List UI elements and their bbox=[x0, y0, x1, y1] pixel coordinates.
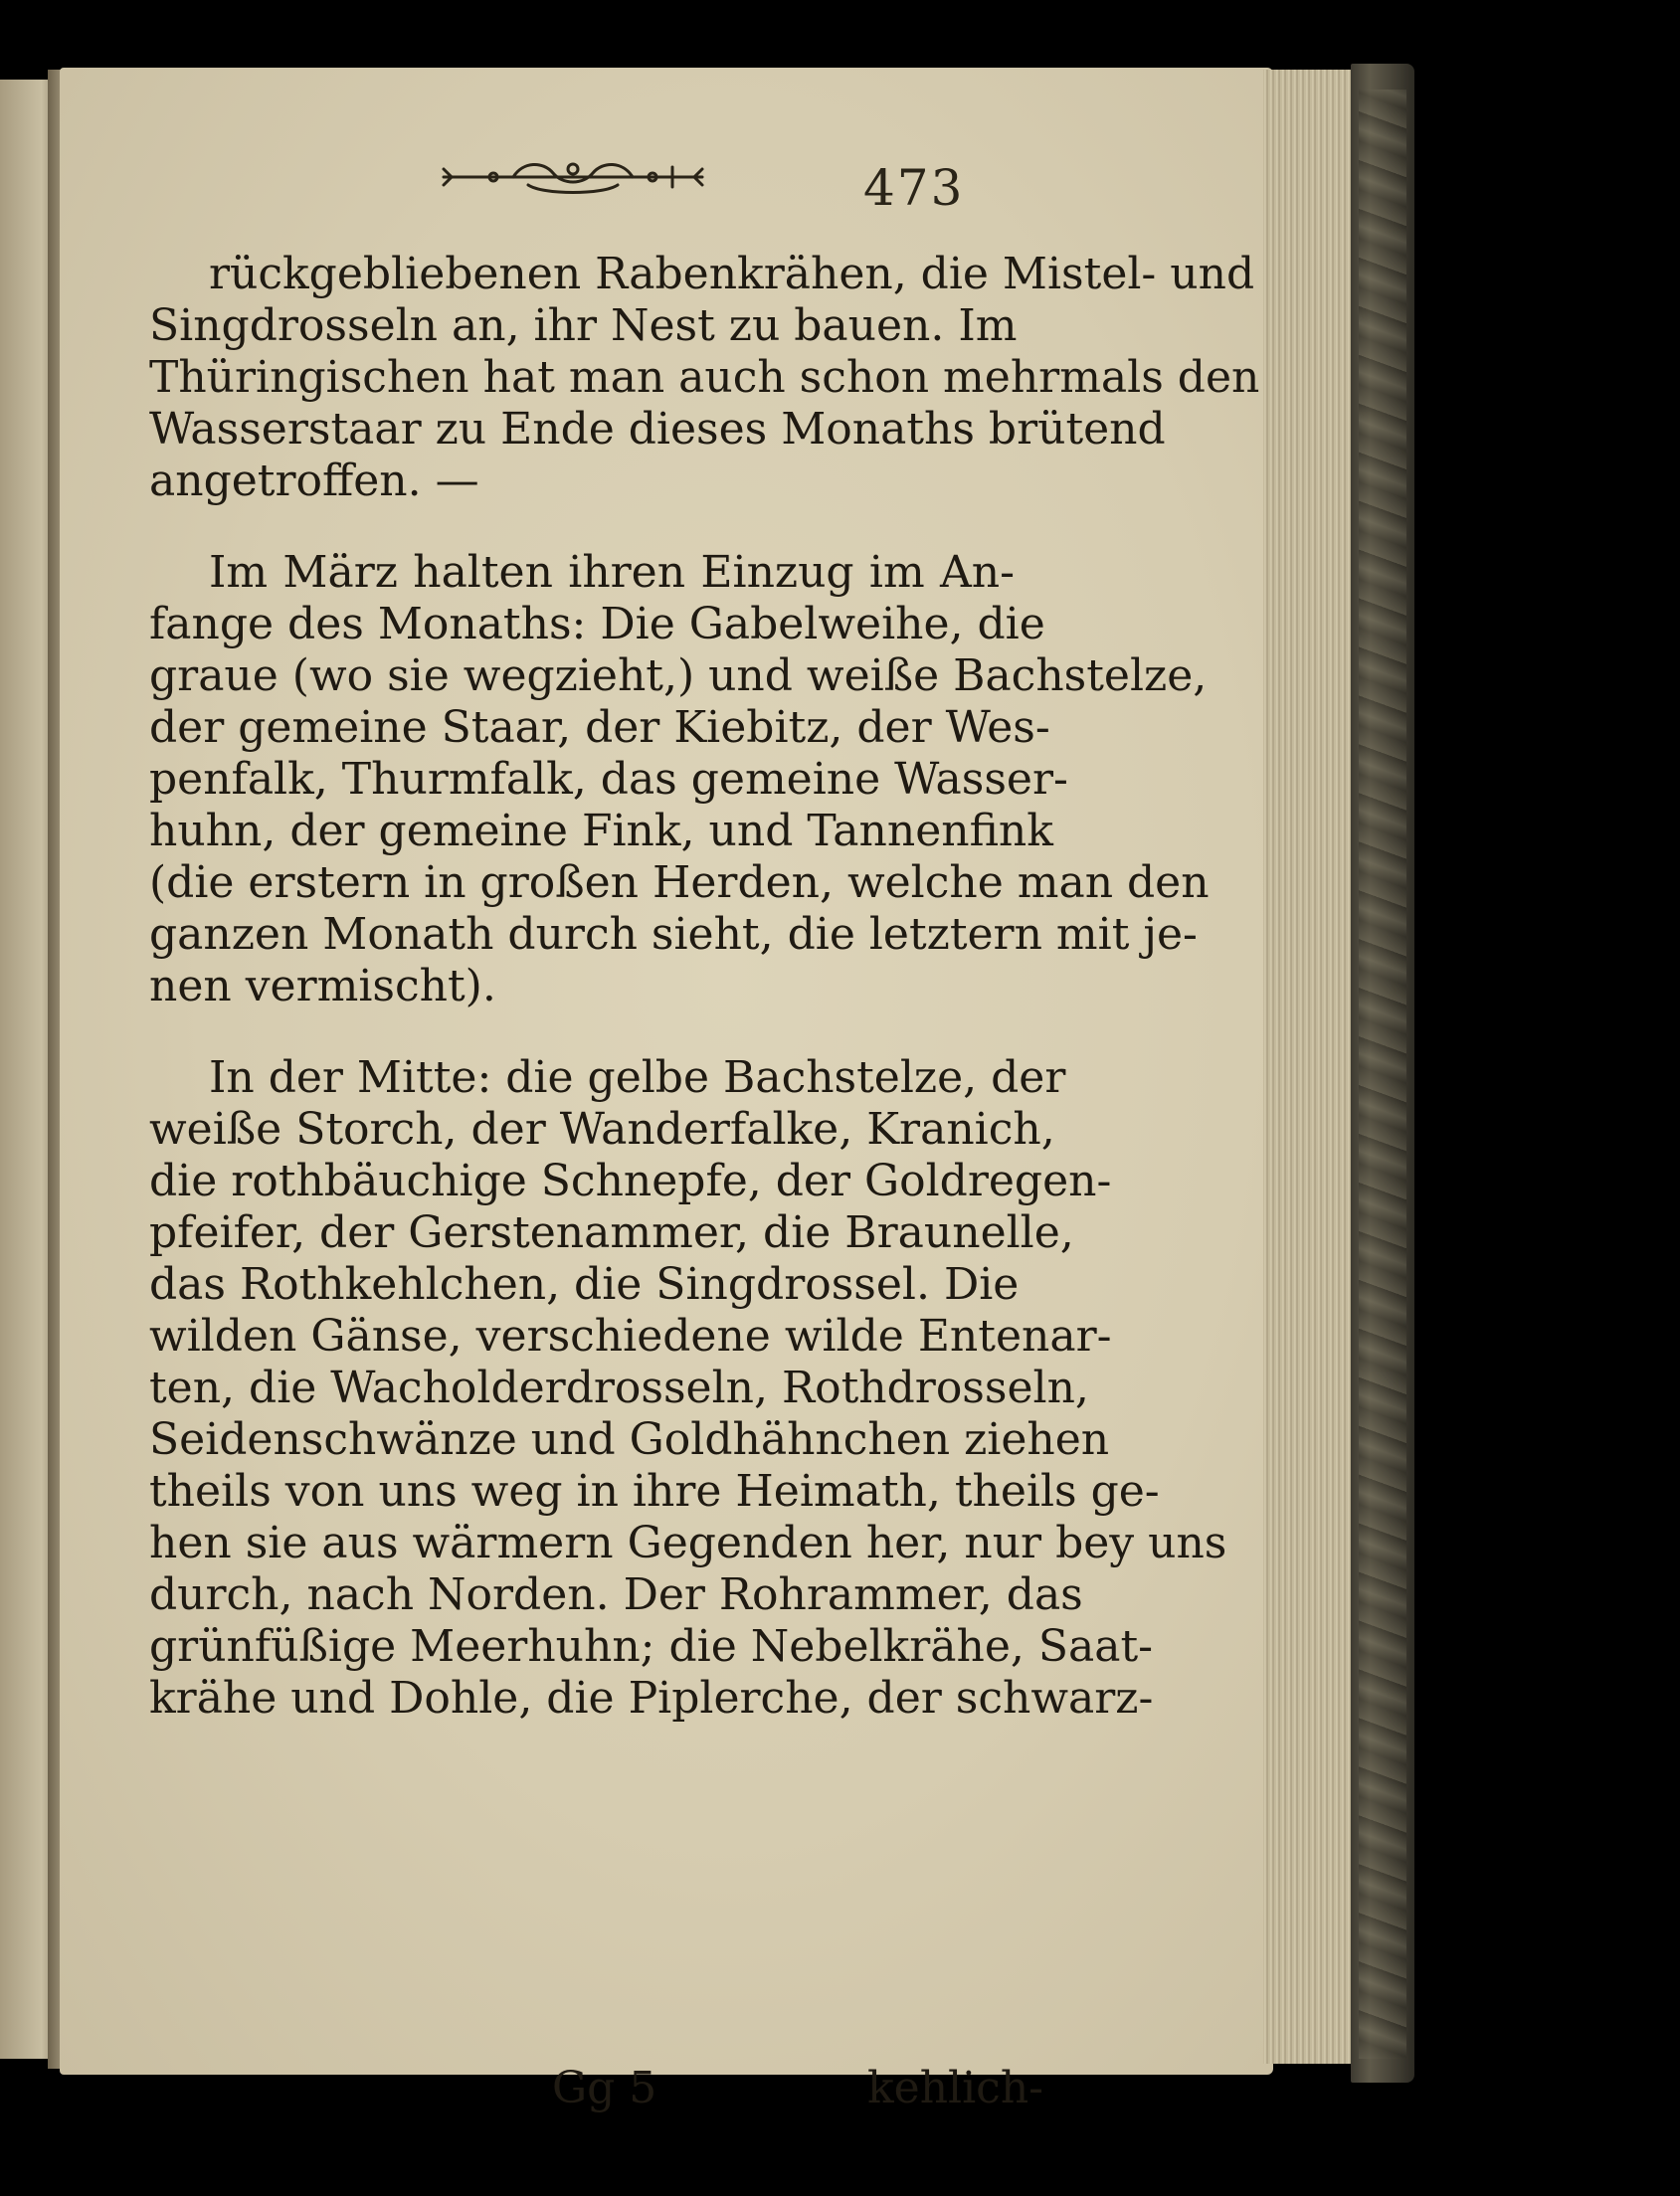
text-line: wilden Gänse, verschiedene wilde Entenar- bbox=[149, 1311, 1112, 1362]
text-line: Wasserstaar zu Ende dieses Monaths brütend bbox=[149, 404, 1166, 455]
text-line: ten, die Wacholderdrosseln, Rothdrosseln, bbox=[149, 1363, 1089, 1413]
text-line: krähe und Dohle, die Piplerche, der schwarz- bbox=[149, 1673, 1154, 1724]
text-line: graue (wo sie wegzieht,) und weiße Bachstelze, bbox=[149, 650, 1208, 701]
header-ornament bbox=[434, 155, 712, 199]
text-line: (die erstern in großen Herden, welche man den bbox=[149, 857, 1210, 908]
page-number: 473 bbox=[863, 159, 965, 217]
text-line: angetroffen. — bbox=[149, 456, 479, 506]
text-line: nen vermischt). bbox=[149, 961, 496, 1011]
text-line: Seidenschwänze und Goldhähnchen ziehen bbox=[149, 1414, 1110, 1465]
marbled-cover-texture bbox=[1359, 90, 1406, 2059]
text-line: penfalk, Thurmfalk, das gemeine Wasser- bbox=[149, 754, 1068, 805]
text-line: huhn, der gemeine Fink, und Tannenfink bbox=[149, 806, 1053, 856]
page-edges bbox=[1263, 70, 1358, 2064]
text-line: das Rothkehlchen, die Singdrossel. Die bbox=[149, 1259, 1020, 1310]
paragraph-gap bbox=[149, 1012, 1015, 1052]
text-line: hen sie aus wärmern Gegenden her, nur bey uns bbox=[149, 1518, 1227, 1568]
text-line: Im März halten ihren Einzug im An- bbox=[209, 547, 1015, 598]
text-line: grünfüßige Meerhuhn; die Nebelkrähe, Saat- bbox=[149, 1621, 1153, 1672]
catchword: kehlich- bbox=[867, 2063, 1044, 2113]
text-line: durch, nach Norden. Der Rohrammer, das bbox=[149, 1569, 1083, 1620]
text-line: Thüringischen hat man auch schon mehrmals den bbox=[149, 352, 1260, 403]
text-line: theils von uns weg in ihre Heimath, theils ge- bbox=[149, 1466, 1160, 1517]
body-text bbox=[149, 249, 1260, 1725]
text-line: In der Mitte: die gelbe Bachstelze, der bbox=[209, 1052, 1066, 1103]
paragraph-gap bbox=[149, 507, 1015, 547]
text-line: rückgebliebenen Rabenkrähen, die Mistel- und bbox=[209, 249, 1255, 299]
text-line: pfeifer, der Gerstenammer, die Braunelle, bbox=[149, 1207, 1074, 1258]
text-line: die rothbäuchige Schnepfe, der Goldregen- bbox=[149, 1156, 1112, 1206]
signature-mark: Gg 5 bbox=[552, 2063, 657, 2113]
text-line: fange des Monaths: Die Gabelweihe, die bbox=[149, 599, 1045, 649]
text-line: der gemeine Staar, der Kiebitz, der Wes- bbox=[149, 702, 1050, 753]
text-line: weiße Storch, der Wanderfalke, Kranich, bbox=[149, 1104, 1055, 1155]
text-line: ganzen Monath durch sieht, die letztern mit je- bbox=[149, 909, 1198, 960]
text-line: Singdrosseln an, ihr Nest zu bauen. Im bbox=[149, 300, 1018, 351]
